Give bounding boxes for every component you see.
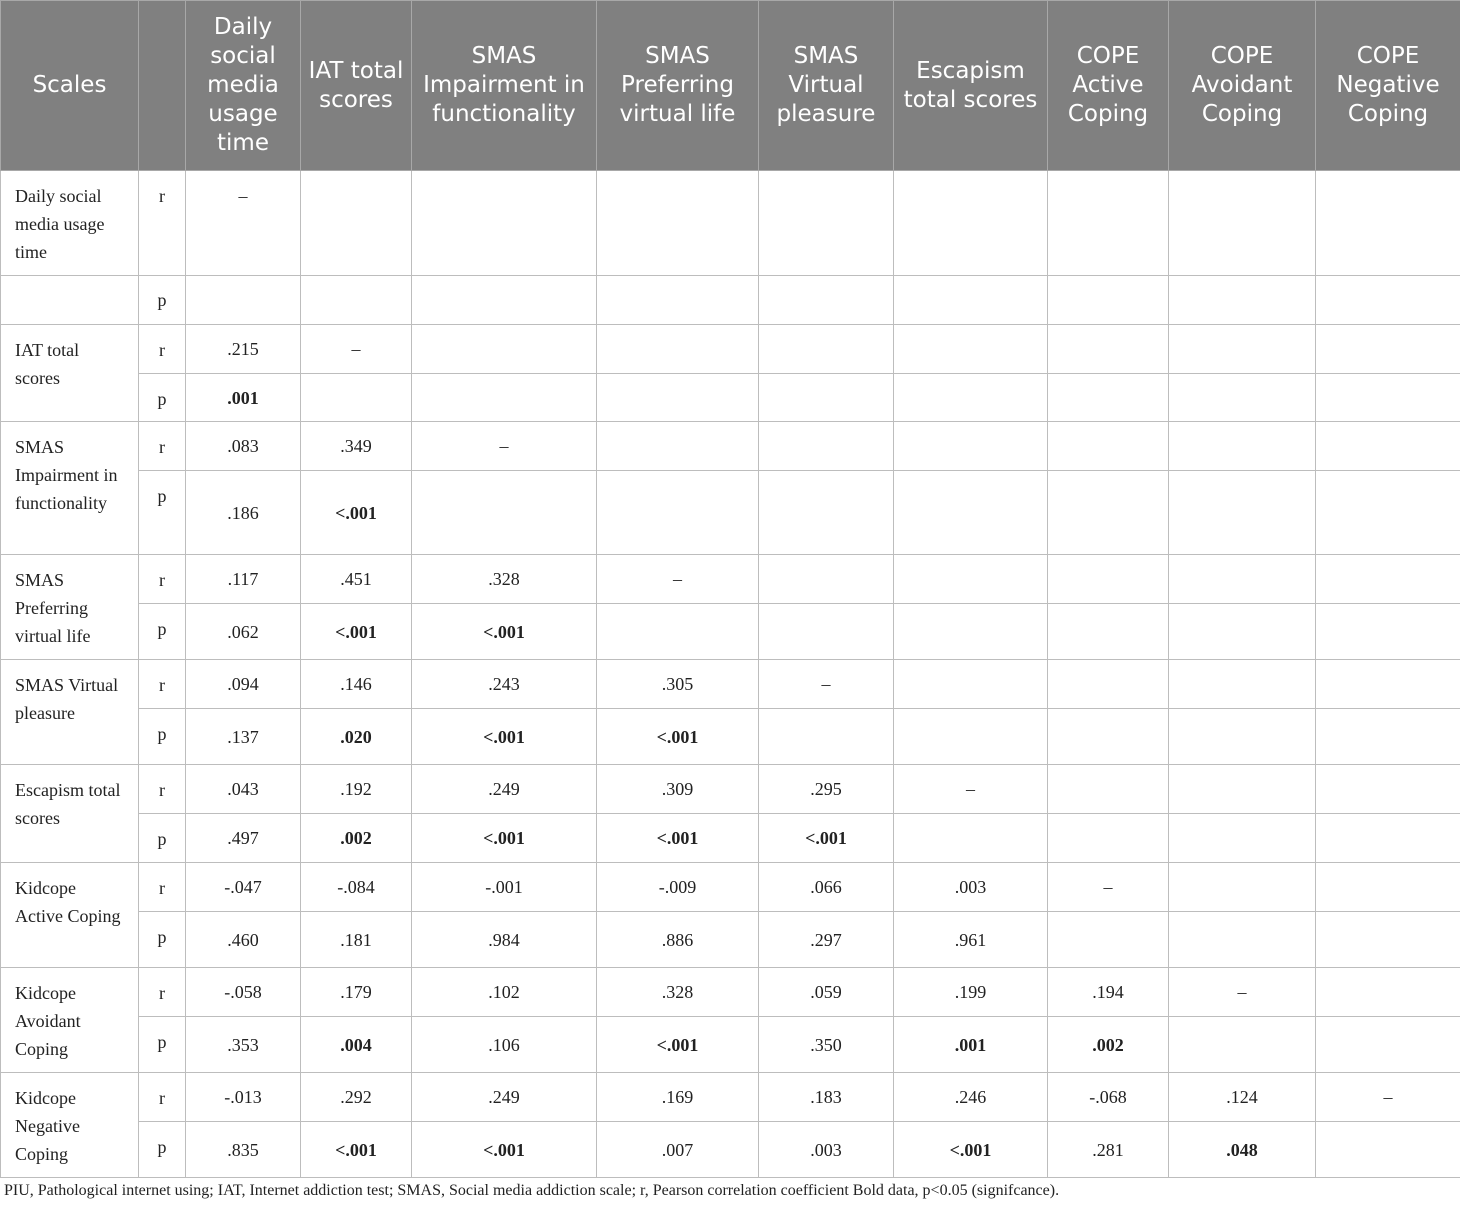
p-value-cell: .106 bbox=[412, 1017, 597, 1073]
p-value-cell bbox=[1169, 604, 1316, 660]
table-row-r bbox=[1, 422, 1460, 471]
r-value-cell bbox=[894, 555, 1048, 604]
scale-name: Daily social media usage time bbox=[1, 171, 139, 276]
table-row-p bbox=[1, 912, 1460, 968]
p-value-cell bbox=[1169, 912, 1316, 968]
r-value-cell: .183 bbox=[759, 1073, 894, 1122]
p-value-cell: .004 bbox=[301, 1017, 412, 1073]
r-value-cell: – bbox=[894, 765, 1048, 814]
r-value-cell: .249 bbox=[412, 1073, 597, 1122]
scale-name: SMAS Virtual pleasure bbox=[1, 660, 139, 765]
stat-label-r: r bbox=[139, 422, 186, 471]
r-value-cell: -.009 bbox=[597, 863, 759, 912]
r-value-cell: .094 bbox=[186, 660, 301, 709]
r-value-cell bbox=[301, 171, 412, 276]
p-value-cell bbox=[1048, 374, 1169, 422]
scale-name: SMAS Preferring virtual life bbox=[1, 555, 139, 660]
p-value-cell: .062 bbox=[186, 604, 301, 660]
r-value-cell: .349 bbox=[301, 422, 412, 471]
r-value-cell bbox=[759, 422, 894, 471]
p-value-cell: <.001 bbox=[412, 814, 597, 863]
r-value-cell bbox=[1316, 968, 1460, 1017]
column-header: COPE Active Coping bbox=[1048, 1, 1169, 171]
p-value-cell: .003 bbox=[759, 1122, 894, 1178]
p-value-cell: .020 bbox=[301, 709, 412, 765]
stat-label-p: p bbox=[139, 912, 186, 968]
r-value-cell bbox=[894, 325, 1048, 374]
p-value-cell: <.001 bbox=[597, 1017, 759, 1073]
p-value-cell bbox=[1316, 604, 1460, 660]
table-row-p bbox=[1, 276, 1460, 325]
r-value-cell bbox=[1048, 555, 1169, 604]
p-value-cell bbox=[1048, 814, 1169, 863]
p-value-cell bbox=[412, 276, 597, 325]
p-value-cell: .007 bbox=[597, 1122, 759, 1178]
p-value-cell bbox=[894, 276, 1048, 325]
table-row-p bbox=[1, 1122, 1460, 1178]
p-value-cell: .281 bbox=[1048, 1122, 1169, 1178]
r-value-cell: -.001 bbox=[412, 863, 597, 912]
r-value-cell bbox=[1316, 422, 1460, 471]
scale-name: Kidcope Avoidant Coping bbox=[1, 968, 139, 1073]
r-value-cell: .249 bbox=[412, 765, 597, 814]
p-value-cell bbox=[1316, 709, 1460, 765]
p-value-cell bbox=[597, 471, 759, 555]
stat-label-p: p bbox=[139, 1122, 186, 1178]
table-row-r bbox=[1, 325, 1460, 374]
p-value-cell bbox=[301, 276, 412, 325]
r-value-cell bbox=[597, 171, 759, 276]
column-header: SMAS Virtual pleasure bbox=[759, 1, 894, 171]
table-row-r bbox=[1, 171, 1460, 276]
stat-label-r: r bbox=[139, 171, 186, 276]
r-value-cell bbox=[1048, 422, 1169, 471]
r-value-cell: – bbox=[597, 555, 759, 604]
column-header: Escapism total scores bbox=[894, 1, 1048, 171]
stat-label-r: r bbox=[139, 968, 186, 1017]
r-value-cell bbox=[1169, 325, 1316, 374]
r-value-cell: .146 bbox=[301, 660, 412, 709]
p-value-cell bbox=[597, 276, 759, 325]
r-value-cell bbox=[1169, 863, 1316, 912]
p-value-cell: .497 bbox=[186, 814, 301, 863]
p-value-cell: .186 bbox=[186, 471, 301, 555]
r-value-cell bbox=[1169, 765, 1316, 814]
p-value-cell bbox=[412, 374, 597, 422]
r-value-cell: .309 bbox=[597, 765, 759, 814]
r-value-cell bbox=[1316, 325, 1460, 374]
r-value-cell: .102 bbox=[412, 968, 597, 1017]
r-value-cell: -.084 bbox=[301, 863, 412, 912]
p-value-cell bbox=[1316, 912, 1460, 968]
r-value-cell bbox=[1048, 765, 1169, 814]
p-value-cell bbox=[301, 374, 412, 422]
r-value-cell bbox=[759, 325, 894, 374]
table-row-r bbox=[1, 555, 1460, 604]
table-row-r bbox=[1, 765, 1460, 814]
table-body bbox=[1, 171, 1460, 1178]
stat-label-p: p bbox=[139, 604, 186, 660]
p-value-cell: <.001 bbox=[301, 471, 412, 555]
r-value-cell: .295 bbox=[759, 765, 894, 814]
p-value-cell: .297 bbox=[759, 912, 894, 968]
p-value-cell: <.001 bbox=[759, 814, 894, 863]
p-value-cell bbox=[1316, 374, 1460, 422]
p-value-cell bbox=[894, 814, 1048, 863]
r-value-cell: .328 bbox=[597, 968, 759, 1017]
p-value-cell bbox=[759, 374, 894, 422]
p-value-cell bbox=[1169, 814, 1316, 863]
stat-label-r: r bbox=[139, 1073, 186, 1122]
table-row-p bbox=[1, 604, 1460, 660]
p-value-cell bbox=[412, 471, 597, 555]
r-value-cell: – bbox=[1169, 968, 1316, 1017]
r-value-cell: .215 bbox=[186, 325, 301, 374]
r-value-cell: .043 bbox=[186, 765, 301, 814]
r-value-cell: .246 bbox=[894, 1073, 1048, 1122]
p-value-cell: .001 bbox=[894, 1017, 1048, 1073]
r-value-cell: .192 bbox=[301, 765, 412, 814]
r-value-cell bbox=[759, 171, 894, 276]
p-value-cell bbox=[1316, 276, 1460, 325]
p-value-cell: .353 bbox=[186, 1017, 301, 1073]
p-value-cell: <.001 bbox=[301, 604, 412, 660]
p-value-cell: .001 bbox=[186, 374, 301, 422]
r-value-cell bbox=[759, 555, 894, 604]
p-value-cell bbox=[1169, 471, 1316, 555]
p-value-cell: .984 bbox=[412, 912, 597, 968]
column-header: SMAS Impairment in functionality bbox=[412, 1, 597, 171]
stat-label-r: r bbox=[139, 863, 186, 912]
r-value-cell: .003 bbox=[894, 863, 1048, 912]
r-value-cell: .059 bbox=[759, 968, 894, 1017]
table-footnote: PIU, Pathological internet using; IAT, Internet addiction test; SMAS, Social media addiction scale; r, Pearson correlation coefficient Bold data, p<0.05 (signifcance). bbox=[4, 1182, 1060, 1199]
scale-name-empty bbox=[1, 276, 139, 325]
stat-label-p: p bbox=[139, 374, 186, 422]
p-value-cell: <.001 bbox=[412, 604, 597, 660]
p-value-cell bbox=[1169, 709, 1316, 765]
scale-name: SMAS Impairment in functionality bbox=[1, 422, 139, 555]
p-value-cell bbox=[1048, 276, 1169, 325]
p-value-cell bbox=[186, 276, 301, 325]
scale-name: IAT total scores bbox=[1, 325, 139, 422]
r-value-cell bbox=[1316, 660, 1460, 709]
r-value-cell: – bbox=[759, 660, 894, 709]
p-value-cell bbox=[1316, 471, 1460, 555]
scale-name: Escapism total scores bbox=[1, 765, 139, 863]
column-header: SMAS Preferring virtual life bbox=[597, 1, 759, 171]
p-value-cell: .350 bbox=[759, 1017, 894, 1073]
r-value-cell: – bbox=[301, 325, 412, 374]
p-value-cell bbox=[1169, 276, 1316, 325]
p-value-cell bbox=[597, 604, 759, 660]
r-value-cell: .169 bbox=[597, 1073, 759, 1122]
p-value-cell bbox=[1169, 1017, 1316, 1073]
r-value-cell: – bbox=[1048, 863, 1169, 912]
r-value-cell bbox=[597, 422, 759, 471]
r-value-cell bbox=[894, 171, 1048, 276]
p-value-cell bbox=[894, 374, 1048, 422]
p-value-cell: .002 bbox=[1048, 1017, 1169, 1073]
r-value-cell bbox=[597, 325, 759, 374]
scale-name: Kidcope Negative Coping bbox=[1, 1073, 139, 1178]
table-row-r bbox=[1, 660, 1460, 709]
p-value-cell: <.001 bbox=[597, 814, 759, 863]
table-row-p bbox=[1, 709, 1460, 765]
r-value-cell: .066 bbox=[759, 863, 894, 912]
p-value-cell bbox=[1048, 604, 1169, 660]
p-value-cell: .048 bbox=[1169, 1122, 1316, 1178]
r-value-cell bbox=[412, 171, 597, 276]
p-value-cell: <.001 bbox=[894, 1122, 1048, 1178]
p-value-cell: .002 bbox=[301, 814, 412, 863]
p-value-cell bbox=[759, 276, 894, 325]
r-value-cell: -.058 bbox=[186, 968, 301, 1017]
r-value-cell bbox=[1048, 171, 1169, 276]
r-value-cell bbox=[1048, 325, 1169, 374]
r-value-cell bbox=[1169, 660, 1316, 709]
p-value-cell: <.001 bbox=[301, 1122, 412, 1178]
r-value-cell: .083 bbox=[186, 422, 301, 471]
r-value-cell: .243 bbox=[412, 660, 597, 709]
column-header: COPE Negative Coping bbox=[1316, 1, 1460, 171]
stat-label-p: p bbox=[139, 709, 186, 765]
r-value-cell: .117 bbox=[186, 555, 301, 604]
r-value-cell: -.013 bbox=[186, 1073, 301, 1122]
p-value-cell bbox=[1048, 912, 1169, 968]
p-value-cell bbox=[759, 604, 894, 660]
r-value-cell: – bbox=[412, 422, 597, 471]
p-value-cell bbox=[1316, 1017, 1460, 1073]
r-value-cell: .179 bbox=[301, 968, 412, 1017]
p-value-cell bbox=[1048, 709, 1169, 765]
p-value-cell bbox=[759, 709, 894, 765]
r-value-cell: .292 bbox=[301, 1073, 412, 1122]
r-value-cell bbox=[1169, 171, 1316, 276]
stat-label-p: p bbox=[139, 276, 186, 325]
p-value-cell bbox=[1316, 1122, 1460, 1178]
r-value-cell: .194 bbox=[1048, 968, 1169, 1017]
p-value-cell: .137 bbox=[186, 709, 301, 765]
stat-label-r: r bbox=[139, 660, 186, 709]
p-value-cell bbox=[1169, 374, 1316, 422]
p-value-cell: .961 bbox=[894, 912, 1048, 968]
p-value-cell: .181 bbox=[301, 912, 412, 968]
stat-label-r: r bbox=[139, 765, 186, 814]
r-value-cell bbox=[894, 422, 1048, 471]
r-value-cell bbox=[412, 325, 597, 374]
r-value-cell: .199 bbox=[894, 968, 1048, 1017]
stat-label-p: p bbox=[139, 814, 186, 863]
r-value-cell: -.068 bbox=[1048, 1073, 1169, 1122]
column-header: COPE Avoidant Coping bbox=[1169, 1, 1316, 171]
table-row-r bbox=[1, 968, 1460, 1017]
p-value-cell: <.001 bbox=[412, 1122, 597, 1178]
r-value-cell bbox=[1169, 555, 1316, 604]
table-row-p bbox=[1, 471, 1460, 555]
r-value-cell: -.047 bbox=[186, 863, 301, 912]
p-value-cell: .460 bbox=[186, 912, 301, 968]
r-value-cell: .328 bbox=[412, 555, 597, 604]
table-row-p bbox=[1, 814, 1460, 863]
table-header bbox=[1, 1, 1460, 171]
p-value-cell: .835 bbox=[186, 1122, 301, 1178]
column-header: IAT total scores bbox=[301, 1, 412, 171]
table-row-r bbox=[1, 863, 1460, 912]
p-value-cell bbox=[1048, 471, 1169, 555]
p-value-cell bbox=[759, 471, 894, 555]
r-value-cell: – bbox=[186, 171, 301, 276]
p-value-cell bbox=[1316, 814, 1460, 863]
p-value-cell bbox=[894, 604, 1048, 660]
r-value-cell: – bbox=[1316, 1073, 1460, 1122]
r-value-cell bbox=[1316, 765, 1460, 814]
stat-label-p: p bbox=[139, 1017, 186, 1073]
table-row-p bbox=[1, 374, 1460, 422]
p-value-cell: .886 bbox=[597, 912, 759, 968]
r-value-cell: .451 bbox=[301, 555, 412, 604]
table-row-p bbox=[1, 1017, 1460, 1073]
table-row-r bbox=[1, 1073, 1460, 1122]
r-value-cell bbox=[1316, 171, 1460, 276]
scale-name: Kidcope Active Coping bbox=[1, 863, 139, 968]
column-header-scales: Scales bbox=[1, 1, 139, 171]
r-value-cell bbox=[1316, 863, 1460, 912]
stat-label-r: r bbox=[139, 325, 186, 374]
r-value-cell: .124 bbox=[1169, 1073, 1316, 1122]
p-value-cell bbox=[894, 471, 1048, 555]
header-row bbox=[1, 1, 1460, 171]
p-value-cell bbox=[597, 374, 759, 422]
stat-label-p: p bbox=[139, 471, 186, 555]
r-value-cell bbox=[1316, 555, 1460, 604]
r-value-cell bbox=[1169, 422, 1316, 471]
r-value-cell: .305 bbox=[597, 660, 759, 709]
column-header-stat bbox=[139, 1, 186, 171]
r-value-cell bbox=[1048, 660, 1169, 709]
column-header: Daily social media usage time bbox=[186, 1, 301, 171]
p-value-cell: <.001 bbox=[597, 709, 759, 765]
p-value-cell: <.001 bbox=[412, 709, 597, 765]
r-value-cell bbox=[894, 660, 1048, 709]
stat-label-r: r bbox=[139, 555, 186, 604]
p-value-cell bbox=[894, 709, 1048, 765]
